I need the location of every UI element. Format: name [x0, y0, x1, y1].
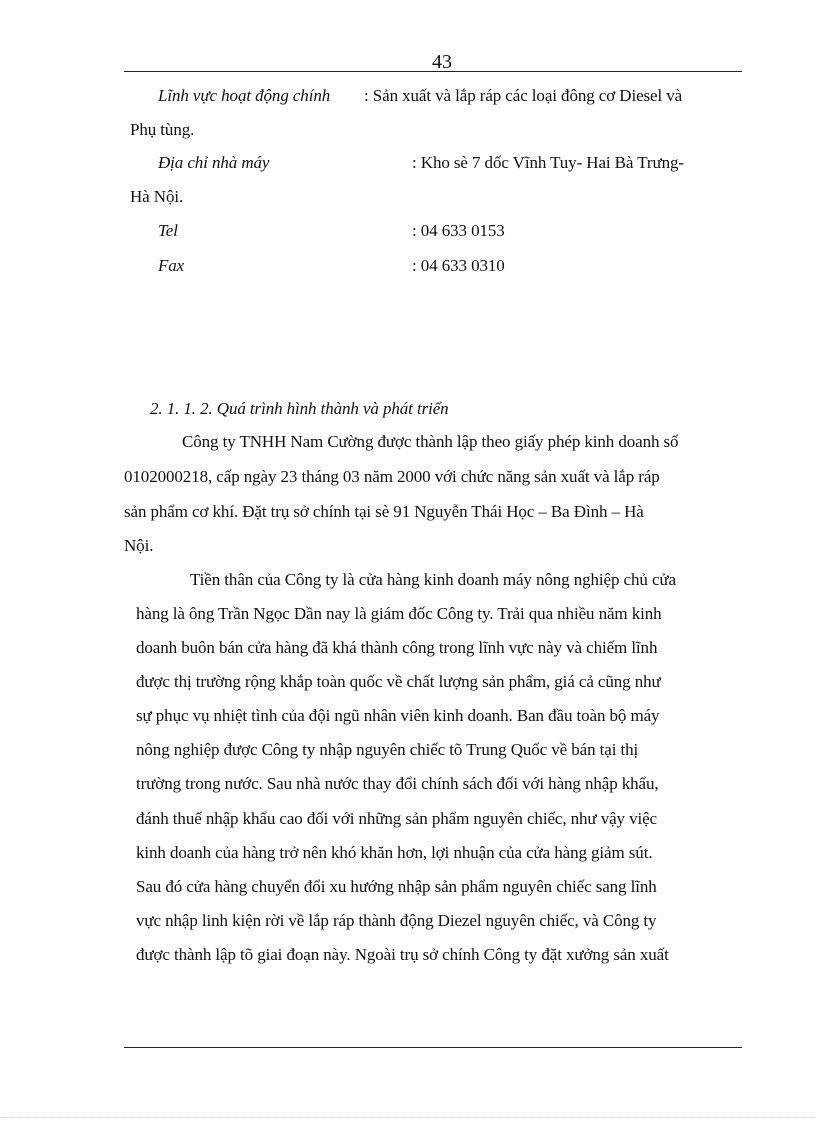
- paragraph-line: được thị trường rộng khắp toàn quốc về chất lượng sản phẩm, giá cả cũng như: [136, 672, 661, 691]
- field-value: : Sản xuất và lắp ráp các loại đông cơ Diesel và: [364, 86, 683, 105]
- paragraph-line: hàng là ông Trần Ngọc Dần nay là giám đốc Công ty. Trải qua nhiều năm kinh: [136, 604, 662, 623]
- tel-value: : 04 633 0153: [412, 221, 505, 240]
- address-value: : Kho sè 7 dốc Vĩnh Tuy- Hai Bà Trưng-: [412, 153, 684, 172]
- paragraph-line: sự phục vụ nhiệt tình của đội ngũ nhân viên kinh doanh. Ban đầu toàn bộ máy: [136, 706, 660, 725]
- paragraph-line: trường trong nước. Sau nhà nước thay đổi chính sách đối với hàng nhập khẩu,: [136, 774, 659, 793]
- paragraph-line: kinh doanh của hàng trở nên khó khăn hơn, lợi nhuận của cửa hàng giảm sút.: [136, 843, 653, 862]
- paragraph-line: nông nghiệp được Công ty nhập nguyên chiếc tõ Trung Quốc về bán tại thị: [136, 740, 639, 759]
- paragraph-line: Nội.: [124, 536, 154, 555]
- paragraph-line: vực nhập linh kiện rời về lắp ráp thành động Diezel nguyên chiếc, và Công ty: [136, 911, 657, 930]
- footer-rule: [124, 1047, 742, 1048]
- fax-label: Fax: [158, 256, 185, 275]
- paragraph-line: 0102000218, cấp ngày 23 tháng 03 năm 2000 với chức năng sản xuất và lắp ráp: [124, 467, 660, 486]
- paragraph-line: được thành lập tõ giai đoạn này. Ngoài trụ sở chính Công ty đặt xưởng sản xuất: [136, 945, 669, 964]
- paragraph-line: doanh buôn bán cửa hàng đã khá thành công trong lĩnh vực này và chiếm lĩnh: [136, 638, 658, 657]
- address-value-continued: Hà Nội.: [130, 187, 184, 206]
- address-label: Địa chỉ nhà máy: [158, 153, 270, 172]
- paragraph-line: Sau đó cửa hàng chuyển đổi xu hướng nhập sản phẩm nguyên chiếc sang lĩnh: [136, 877, 657, 896]
- page-edge-dotted-line: [0, 1117, 816, 1118]
- field-label: Lĩnh vực hoạt động chính: [158, 86, 331, 105]
- section-heading: 2. 1. 1. 2. Quá trình hình thành và phát triển: [150, 399, 449, 418]
- header-rule: [124, 71, 742, 72]
- paragraph-line: Tiền thân của Công ty là cửa hàng kinh doanh máy nông nghiệp chủ cửa: [190, 570, 676, 589]
- field-value-continued: Phụ tùng.: [130, 120, 195, 139]
- page-number: 43: [432, 51, 452, 73]
- paragraph-line: Công ty TNHH Nam Cường được thành lập theo giấy phép kinh doanh số: [182, 432, 679, 451]
- paragraph-line: sản phẩm cơ khí. Đặt trụ sở chính tại sè 91 Nguyễn Thái Học – Ba Đình – Hà: [124, 502, 644, 521]
- paragraph-line: đánh thuế nhập khẩu cao đối với những sản phẩm nguyên chiếc, như vậy việc: [136, 809, 658, 828]
- fax-value: : 04 633 0310: [412, 256, 505, 275]
- tel-label: Tel: [158, 221, 178, 240]
